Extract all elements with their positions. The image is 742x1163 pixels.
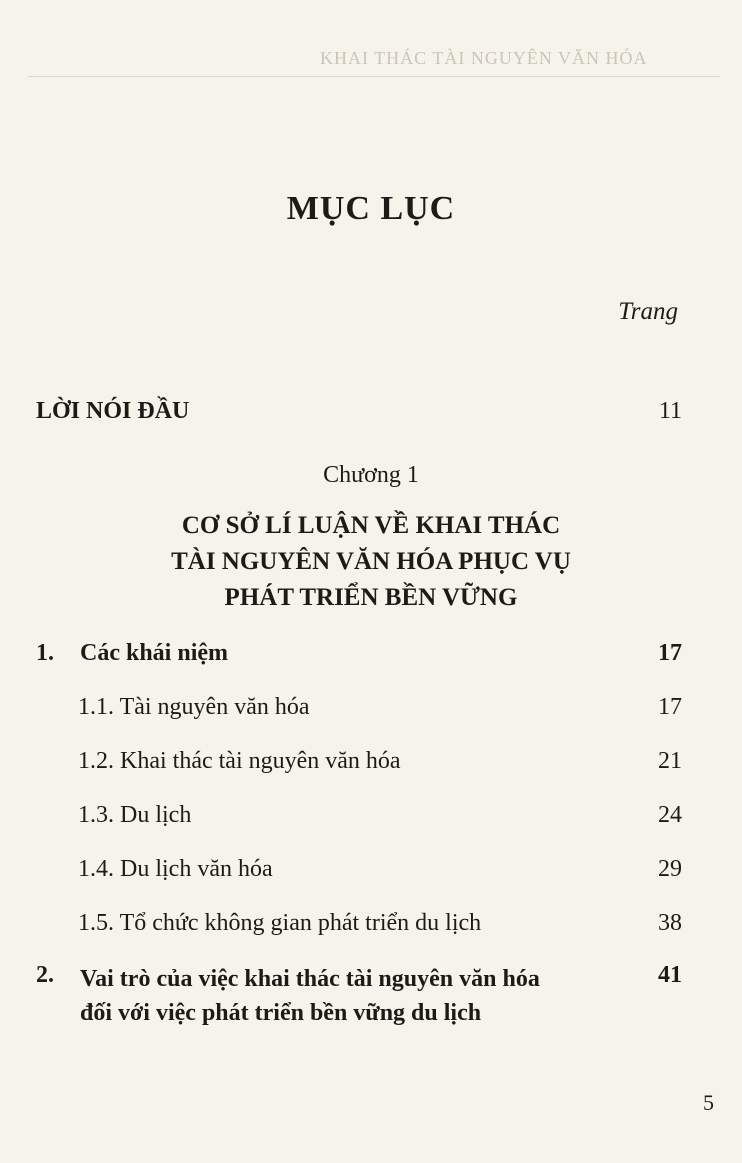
toc-entry-title: 1.2. Khai thác tài nguyên văn hóa [78,748,401,774]
page-number: 5 [703,1090,714,1115]
toc-entry-title [80,962,540,1030]
toc-entry-page: 38 [658,910,682,936]
page-column-label: Trang [618,298,678,325]
toc-entry-page: 11 [658,398,682,424]
toc-entry-title-line: Vai trò của việc khai thác tài nguyên văn hóa [80,966,540,992]
toc-entry-title-line: đối với việc phát triển bền vững du lịch [80,1000,482,1026]
section-number: 2. [36,962,54,988]
toc-entry-title: 1.1. Tài nguyên văn hóa [78,694,310,720]
toc-entry-page: 24 [658,802,682,828]
section-number: 1. [36,640,54,666]
toc-title: MỤC LỤC [286,190,456,227]
toc-entry-page: 29 [658,856,682,882]
chapter-title-line: PHÁT TRIỂN BỀN VỮNG [224,584,518,611]
toc-entry-title: LỜI NÓI ĐẦU [36,398,190,424]
toc-entry-page: 41 [658,962,682,988]
toc-entry-page: 21 [658,748,682,774]
toc-entry-title: Các khái niệm [80,640,229,666]
toc-entry-title: 1.3. Du lịch [78,802,192,828]
chapter-title [0,508,742,616]
chapter-title-line: CƠ SỞ LÍ LUẬN VỀ KHAI THÁC [181,512,561,539]
running-header: KHAI THÁC TÀI NGUYÊN VĂN HÓA [320,48,648,68]
toc-entry-title: 1.5. Tổ chức không gian phát triển du lịch [78,910,482,936]
chapter-title-line: TÀI NGUYÊN VĂN HÓA PHỤC VỤ [171,548,571,575]
chapter-label: Chương 1 [323,462,419,488]
toc-entry-title: 1.4. Du lịch văn hóa [78,856,273,882]
toc-entry-page: 17 [658,640,682,666]
toc-entry-page: 17 [658,694,682,720]
header-rule [28,76,720,77]
